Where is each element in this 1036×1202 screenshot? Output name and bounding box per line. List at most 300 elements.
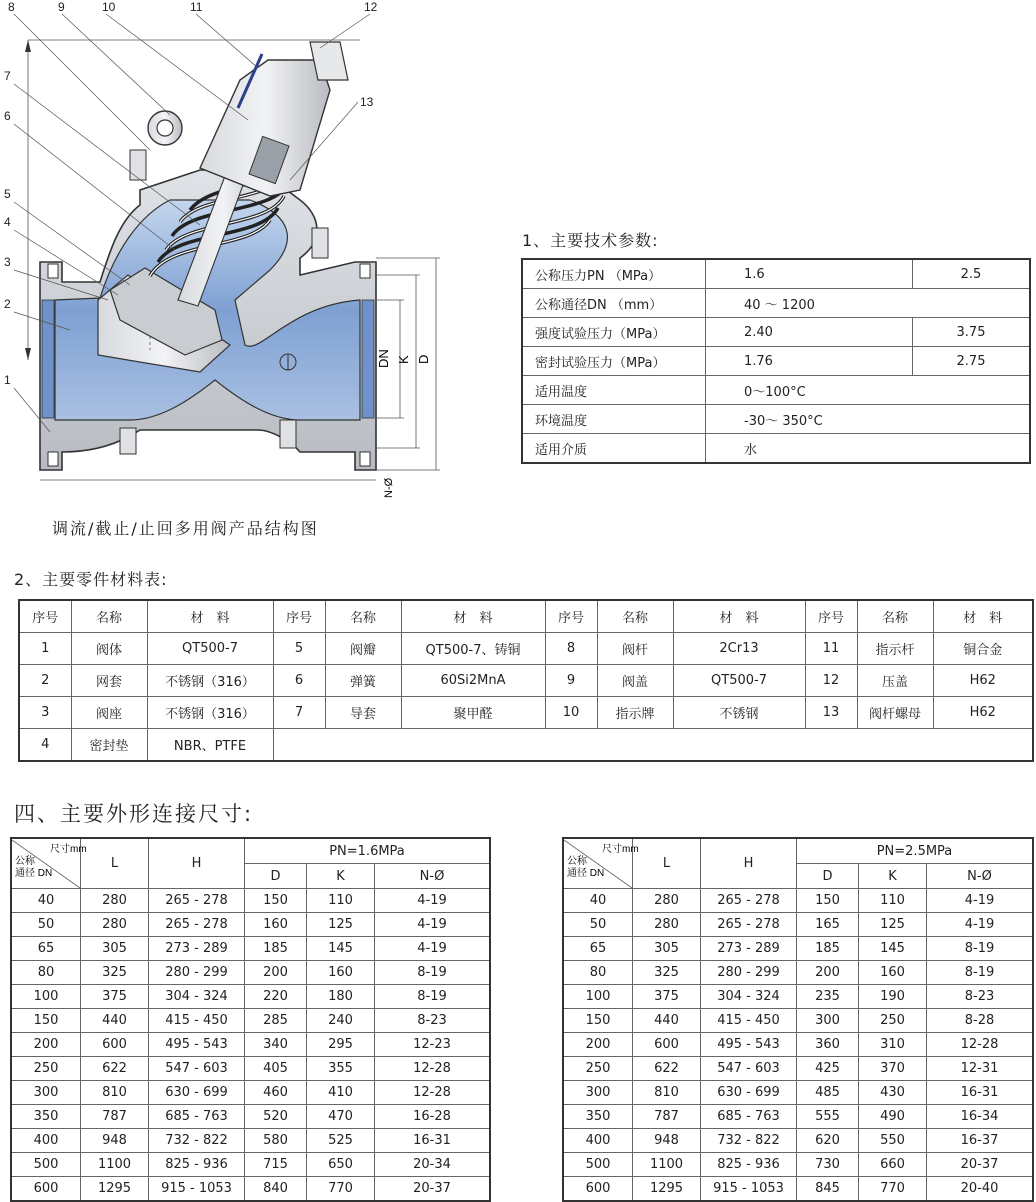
dims-cell: 580 xyxy=(245,1129,307,1153)
dims-cell: 16-37 xyxy=(927,1129,1034,1153)
col-d: D xyxy=(245,864,307,889)
parts-cell: 指示杆 xyxy=(857,633,933,665)
parts-cell: 60Si2MnA xyxy=(401,665,545,697)
dims-cell: 948 xyxy=(81,1129,149,1153)
part-label-2: 2 xyxy=(4,297,11,311)
dims-cell: 300 xyxy=(563,1081,633,1105)
dims-cell: 410 xyxy=(307,1081,375,1105)
dims-cell: 500 xyxy=(563,1153,633,1177)
dims-cell: 525 xyxy=(307,1129,375,1153)
dims-row xyxy=(563,1153,1033,1177)
dims-cell: 8-19 xyxy=(375,961,491,985)
parts-cell: 网套 xyxy=(71,665,147,697)
tech-row xyxy=(522,376,1030,405)
dims-cell: 20-37 xyxy=(927,1153,1034,1177)
dims-row xyxy=(11,1105,490,1129)
dims-row xyxy=(11,913,490,937)
dims-cell: 340 xyxy=(245,1033,307,1057)
pn16-title: PN=1.6MPa xyxy=(245,838,491,864)
dims-cell: 200 xyxy=(797,961,859,985)
valve-structure-diagram xyxy=(0,0,500,510)
dims-cell: 4-19 xyxy=(375,937,491,961)
tech-label: 适用温度 xyxy=(522,376,706,405)
tech-label: 公称压力PN （MPa） xyxy=(522,259,706,289)
tech-label: 适用介质 xyxy=(522,434,706,464)
parts-cell: 铜合金 xyxy=(933,633,1033,665)
dims-cell: 280 xyxy=(633,889,701,913)
dims-cell: 150 xyxy=(797,889,859,913)
dims-corner-cell xyxy=(563,838,639,889)
dims-cell: 622 xyxy=(633,1057,701,1081)
dims-cell: 495 - 543 xyxy=(149,1033,245,1057)
parts-cell: 不锈钢（316） xyxy=(147,697,273,729)
dims-cell: 50 xyxy=(563,913,633,937)
parts-cell: 弹簧 xyxy=(325,665,401,697)
dims-cell: 150 xyxy=(245,889,307,913)
parts-cell: NBR、PTFE xyxy=(147,729,273,762)
dims-cell: 845 xyxy=(797,1177,859,1202)
parts-cell: 不锈钢 xyxy=(673,697,805,729)
parts-cell: 压盖 xyxy=(857,665,933,697)
dims-cell: 630 - 699 xyxy=(149,1081,245,1105)
dims-cell: 265 - 278 xyxy=(149,913,245,937)
dims-cell: 145 xyxy=(307,937,375,961)
dims-cell: 600 xyxy=(11,1177,81,1202)
dims-cell: 160 xyxy=(859,961,927,985)
dims-cell: 810 xyxy=(81,1081,149,1105)
dims-row xyxy=(563,1129,1033,1153)
dims-cell: 770 xyxy=(307,1177,375,1202)
dims-cell: 250 xyxy=(11,1057,81,1081)
dims-cell: 200 xyxy=(563,1033,633,1057)
dims-cell: 12-28 xyxy=(375,1081,491,1105)
dims-cell: 547 - 603 xyxy=(149,1057,245,1081)
header-no: 序号 xyxy=(545,600,597,633)
dims-cell: 350 xyxy=(11,1105,81,1129)
dims-cell: 825 - 936 xyxy=(149,1153,245,1177)
dims-cell: 8-23 xyxy=(927,985,1034,1009)
tech-label: 环境温度 xyxy=(522,405,706,434)
dims-cell: 1295 xyxy=(81,1177,149,1202)
dims-row xyxy=(11,1081,490,1105)
parts-cell: QT500-7、铸铜 xyxy=(401,633,545,665)
corner-mid: 公称 xyxy=(15,855,35,867)
dims-cell: 8-28 xyxy=(927,1009,1034,1033)
tech-row xyxy=(522,347,1030,376)
dims-cell: 500 xyxy=(11,1153,81,1177)
header-name: 名称 xyxy=(325,600,401,633)
dims-cell: 200 xyxy=(245,961,307,985)
header-name: 名称 xyxy=(71,600,147,633)
tech-row xyxy=(522,318,1030,347)
parts-cell: 阀杆 xyxy=(597,633,673,665)
pn25-title: PN=2.5MPa xyxy=(797,838,1034,864)
parts-cell: 密封垫 xyxy=(71,729,147,762)
dims-cell: 280 xyxy=(81,913,149,937)
header-no: 序号 xyxy=(19,600,71,633)
dims-cell: 495 - 543 xyxy=(701,1033,797,1057)
parts-row xyxy=(19,697,1033,729)
dims-cell: 280 xyxy=(633,913,701,937)
parts-cell: 13 xyxy=(805,697,857,729)
dims-cell: 825 - 936 xyxy=(701,1153,797,1177)
dims-cell: 8-19 xyxy=(927,937,1034,961)
dims-cell: 1295 xyxy=(633,1177,701,1202)
part-label-8: 8 xyxy=(8,0,15,14)
dims-cell: 8-19 xyxy=(375,985,491,1009)
tech-label: 强度试验压力（MPa） xyxy=(522,318,706,347)
dims-cell: 732 - 822 xyxy=(149,1129,245,1153)
part-label-1: 1 xyxy=(4,373,11,387)
dims-cell: 304 - 324 xyxy=(149,985,245,1009)
dims-row xyxy=(11,889,490,913)
header-material: 材 料 xyxy=(147,600,273,633)
parts-cell: 2Cr13 xyxy=(673,633,805,665)
parts-cell: 不锈钢（316） xyxy=(147,665,273,697)
part-label-4: 4 xyxy=(4,215,11,229)
tech-label: 密封试验压力（MPa） xyxy=(522,347,706,376)
header-material: 材 料 xyxy=(673,600,805,633)
dims-cell: 415 - 450 xyxy=(701,1009,797,1033)
header-name: 名称 xyxy=(857,600,933,633)
dims-cell: 425 xyxy=(797,1057,859,1081)
dims-cell: 145 xyxy=(859,937,927,961)
dims-cell: 310 xyxy=(859,1033,927,1057)
dims-cell: 125 xyxy=(307,913,375,937)
dims-cell: 325 xyxy=(633,961,701,985)
parts-cell: 聚甲醛 xyxy=(401,697,545,729)
parts-cell: QT500-7 xyxy=(673,665,805,697)
dims-row xyxy=(563,985,1033,1009)
col-k: K xyxy=(859,864,927,889)
dims-cell: 273 - 289 xyxy=(701,937,797,961)
tech-params-table xyxy=(521,258,1031,464)
dims-cell: 125 xyxy=(859,913,927,937)
dims-cell: 300 xyxy=(11,1081,81,1105)
dims-row xyxy=(563,1105,1033,1129)
dims-cell: 485 xyxy=(797,1081,859,1105)
dims-cell: 20-40 xyxy=(927,1177,1034,1202)
dims-cell: 110 xyxy=(859,889,927,913)
dims-cell: 300 xyxy=(797,1009,859,1033)
header-no: 序号 xyxy=(805,600,857,633)
dims-cell: 220 xyxy=(245,985,307,1009)
dims-cell: 1100 xyxy=(81,1153,149,1177)
dims-row xyxy=(563,1057,1033,1081)
dims-cell: 732 - 822 xyxy=(701,1129,797,1153)
dims-row xyxy=(11,1057,490,1081)
header-material: 材 料 xyxy=(401,600,545,633)
dims-cell: 40 xyxy=(563,889,633,913)
dims-cell: 185 xyxy=(797,937,859,961)
parts-cell: 阀座 xyxy=(71,697,147,729)
parts-cell: 阀杆螺母 xyxy=(857,697,933,729)
tech-value: 2.75 xyxy=(913,347,1031,376)
parts-cell: QT500-7 xyxy=(147,633,273,665)
part-label-9: 9 xyxy=(58,0,65,14)
tech-value: 2.40 xyxy=(706,318,913,347)
parts-cell: 1 xyxy=(19,633,71,665)
dims-cell: 280 - 299 xyxy=(149,961,245,985)
tech-value: 2.5 xyxy=(913,259,1031,289)
dims-cell: 65 xyxy=(563,937,633,961)
parts-heading: 2、主要零件材料表: xyxy=(14,570,168,589)
parts-empty-cell xyxy=(273,729,1033,762)
tech-value: 3.75 xyxy=(913,318,1031,347)
dims-row xyxy=(563,1009,1033,1033)
dims-cell: 405 xyxy=(245,1057,307,1081)
dims-cell: 787 xyxy=(633,1105,701,1129)
dims-cell: 470 xyxy=(307,1105,375,1129)
dims-cell: 305 xyxy=(81,937,149,961)
dims-cell: 280 - 299 xyxy=(701,961,797,985)
dims-cell: 8-23 xyxy=(375,1009,491,1033)
parts-row xyxy=(19,665,1033,697)
dims-cell: 100 xyxy=(563,985,633,1009)
dims-row xyxy=(11,961,490,985)
dims-cell: 235 xyxy=(797,985,859,1009)
dims-cell: 600 xyxy=(81,1033,149,1057)
corner-mid: 公称 xyxy=(567,855,587,867)
parts-row xyxy=(19,633,1033,665)
dims-cell: 622 xyxy=(81,1057,149,1081)
dims-cell: 1100 xyxy=(633,1153,701,1177)
dims-cell: 304 - 324 xyxy=(701,985,797,1009)
dims-cell: 730 xyxy=(797,1153,859,1177)
dims-cell: 600 xyxy=(563,1177,633,1202)
corner-diagonal xyxy=(564,840,639,888)
dims-row xyxy=(563,889,1033,913)
dims-cell: 12-23 xyxy=(375,1033,491,1057)
col-l: L xyxy=(81,838,149,889)
header-material: 材 料 xyxy=(933,600,1033,633)
col-l: L xyxy=(633,838,701,889)
dims-row xyxy=(11,937,490,961)
tech-value: 1.76 xyxy=(706,347,913,376)
header-no: 序号 xyxy=(273,600,325,633)
dims-row xyxy=(563,937,1033,961)
parts-cell: 阀瓣 xyxy=(325,633,401,665)
diagram-caption: 调流/截止/止回多用阀产品结构图 xyxy=(52,519,319,538)
part-label-6: 6 xyxy=(4,109,11,123)
corner-bottom: 通径 DN xyxy=(567,867,605,879)
parts-cell: 11 xyxy=(805,633,857,665)
parts-cell: 5 xyxy=(273,633,325,665)
dims-cell: 165 xyxy=(797,913,859,937)
corner-top: 尺寸mm xyxy=(602,843,639,855)
dims-cell: 8-19 xyxy=(927,961,1034,985)
dims-cell: 810 xyxy=(633,1081,701,1105)
parts-cell: H62 xyxy=(933,665,1033,697)
dim-label-d: D xyxy=(416,354,431,364)
dims-cell: 555 xyxy=(797,1105,859,1129)
dims-cell: 787 xyxy=(81,1105,149,1129)
dims-cell: 40 xyxy=(11,889,81,913)
dims-cell: 295 xyxy=(307,1033,375,1057)
dims-cell: 16-31 xyxy=(927,1081,1034,1105)
dims-cell: 440 xyxy=(633,1009,701,1033)
part-label-5: 5 xyxy=(4,187,11,201)
dims-cell: 16-31 xyxy=(375,1129,491,1153)
dims-cell: 160 xyxy=(307,961,375,985)
col-n: N-Ø xyxy=(375,864,491,889)
dims-cell: 715 xyxy=(245,1153,307,1177)
parts-material-table xyxy=(18,599,1034,762)
part-label-13: 13 xyxy=(360,95,374,109)
col-h: H xyxy=(149,838,245,889)
dims-cell: 4-19 xyxy=(375,889,491,913)
dims-cell: 685 - 763 xyxy=(701,1105,797,1129)
dims-cell: 840 xyxy=(245,1177,307,1202)
parts-cell: 10 xyxy=(545,697,597,729)
tech-value: 0～100°C xyxy=(706,376,1031,405)
corner-diagonal xyxy=(12,840,87,888)
dims-cell: 265 - 278 xyxy=(149,889,245,913)
col-d: D xyxy=(797,864,859,889)
dims-cell: 547 - 603 xyxy=(701,1057,797,1081)
tech-value: 水 xyxy=(706,434,1031,464)
part-label-7: 7 xyxy=(4,69,11,83)
dims-cell: 375 xyxy=(633,985,701,1009)
tech-label: 公称通径DN （mm） xyxy=(522,289,706,318)
dims-cell: 4-19 xyxy=(375,913,491,937)
header-name: 名称 xyxy=(597,600,673,633)
dims-cell: 185 xyxy=(245,937,307,961)
dims-row xyxy=(11,1009,490,1033)
dim-label-dn: DN xyxy=(376,349,391,368)
parts-header-row xyxy=(19,600,1033,633)
dims-row xyxy=(11,985,490,1009)
dims-cell: 490 xyxy=(859,1105,927,1129)
dims-table-pn16 xyxy=(10,837,491,1202)
dims-cell: 685 - 763 xyxy=(149,1105,245,1129)
dims-cell: 110 xyxy=(307,889,375,913)
dims-cell: 915 - 1053 xyxy=(149,1177,245,1202)
dims-cell: 160 xyxy=(245,913,307,937)
tech-row xyxy=(522,434,1030,464)
dims-cell: 150 xyxy=(11,1009,81,1033)
dims-corner-cell xyxy=(11,838,87,889)
dims-cell: 650 xyxy=(307,1153,375,1177)
dims-cell: 305 xyxy=(633,937,701,961)
dims-cell: 80 xyxy=(11,961,81,985)
dims-cell: 16-34 xyxy=(927,1105,1034,1129)
dims-row xyxy=(11,1153,490,1177)
dims-row xyxy=(563,1177,1033,1202)
part-label-10: 10 xyxy=(102,0,116,14)
dims-row xyxy=(563,913,1033,937)
dims-cell: 370 xyxy=(859,1057,927,1081)
dims-cell: 4-19 xyxy=(927,913,1034,937)
dims-row xyxy=(563,961,1033,985)
dims-cell: 285 xyxy=(245,1009,307,1033)
dims-cell: 915 - 1053 xyxy=(701,1177,797,1202)
dims-cell: 520 xyxy=(245,1105,307,1129)
parts-cell: 9 xyxy=(545,665,597,697)
dims-cell: 273 - 289 xyxy=(149,937,245,961)
parts-cell: 3 xyxy=(19,697,71,729)
parts-row xyxy=(19,729,1033,762)
dims-cell: 415 - 450 xyxy=(149,1009,245,1033)
dims-cell: 20-34 xyxy=(375,1153,491,1177)
dims-cell: 4-19 xyxy=(927,889,1034,913)
dims-cell: 240 xyxy=(307,1009,375,1033)
dims-cell: 550 xyxy=(859,1129,927,1153)
dims-cell: 250 xyxy=(859,1009,927,1033)
dims-cell: 100 xyxy=(11,985,81,1009)
part-label-3: 3 xyxy=(4,255,11,269)
dims-cell: 440 xyxy=(81,1009,149,1033)
dims-row xyxy=(11,1129,490,1153)
dim-label-n: N-Ø xyxy=(383,477,395,498)
dims-row xyxy=(563,1081,1033,1105)
part-label-12: 12 xyxy=(364,0,378,14)
dims-cell: 50 xyxy=(11,913,81,937)
tech-row xyxy=(522,405,1030,434)
parts-cell: 8 xyxy=(545,633,597,665)
dims-cell: 12-28 xyxy=(375,1057,491,1081)
dims-cell: 190 xyxy=(859,985,927,1009)
dims-cell: 620 xyxy=(797,1129,859,1153)
parts-cell: 阀体 xyxy=(71,633,147,665)
dims-cell: 430 xyxy=(859,1081,927,1105)
dims-cell: 265 - 278 xyxy=(701,913,797,937)
corner-bottom: 通径 DN xyxy=(15,867,53,879)
parts-cell: 4 xyxy=(19,729,71,762)
dims-row xyxy=(11,1033,490,1057)
dims-cell: 770 xyxy=(859,1177,927,1202)
tech-value: 1.6 xyxy=(706,259,913,289)
col-n: N-Ø xyxy=(927,864,1034,889)
dims-cell: 265 - 278 xyxy=(701,889,797,913)
tech-params-heading: 1、主要技术参数: xyxy=(522,231,659,250)
dim-label-k: K xyxy=(396,355,411,364)
dims-cell: 948 xyxy=(633,1129,701,1153)
dims-cell: 360 xyxy=(797,1033,859,1057)
dimensions-heading: 四、主要外形连接尺寸: xyxy=(14,802,254,826)
parts-cell: 7 xyxy=(273,697,325,729)
parts-cell: 导套 xyxy=(325,697,401,729)
parts-cell: 阀盖 xyxy=(597,665,673,697)
dims-cell: 250 xyxy=(563,1057,633,1081)
tech-row xyxy=(522,289,1030,318)
dims-cell: 355 xyxy=(307,1057,375,1081)
dims-cell: 280 xyxy=(81,889,149,913)
dims-cell: 660 xyxy=(859,1153,927,1177)
dims-table-pn25 xyxy=(562,837,1034,1202)
dims-cell: 630 - 699 xyxy=(701,1081,797,1105)
dims-cell: 16-28 xyxy=(375,1105,491,1129)
dims-cell: 375 xyxy=(81,985,149,1009)
corner-top: 尺寸mm xyxy=(50,843,87,855)
parts-cell: H62 xyxy=(933,697,1033,729)
dims-cell: 65 xyxy=(11,937,81,961)
dims-cell: 325 xyxy=(81,961,149,985)
part-label-11: 11 xyxy=(190,0,203,14)
dims-row xyxy=(11,1177,490,1202)
col-k: K xyxy=(307,864,375,889)
dims-cell: 80 xyxy=(563,961,633,985)
parts-cell: 12 xyxy=(805,665,857,697)
parts-cell: 6 xyxy=(273,665,325,697)
parts-cell: 2 xyxy=(19,665,71,697)
parts-cell: 指示牌 xyxy=(597,697,673,729)
col-h: H xyxy=(701,838,797,889)
dims-cell: 20-37 xyxy=(375,1177,491,1202)
dims-cell: 180 xyxy=(307,985,375,1009)
dims-cell: 400 xyxy=(563,1129,633,1153)
dims-cell: 400 xyxy=(11,1129,81,1153)
